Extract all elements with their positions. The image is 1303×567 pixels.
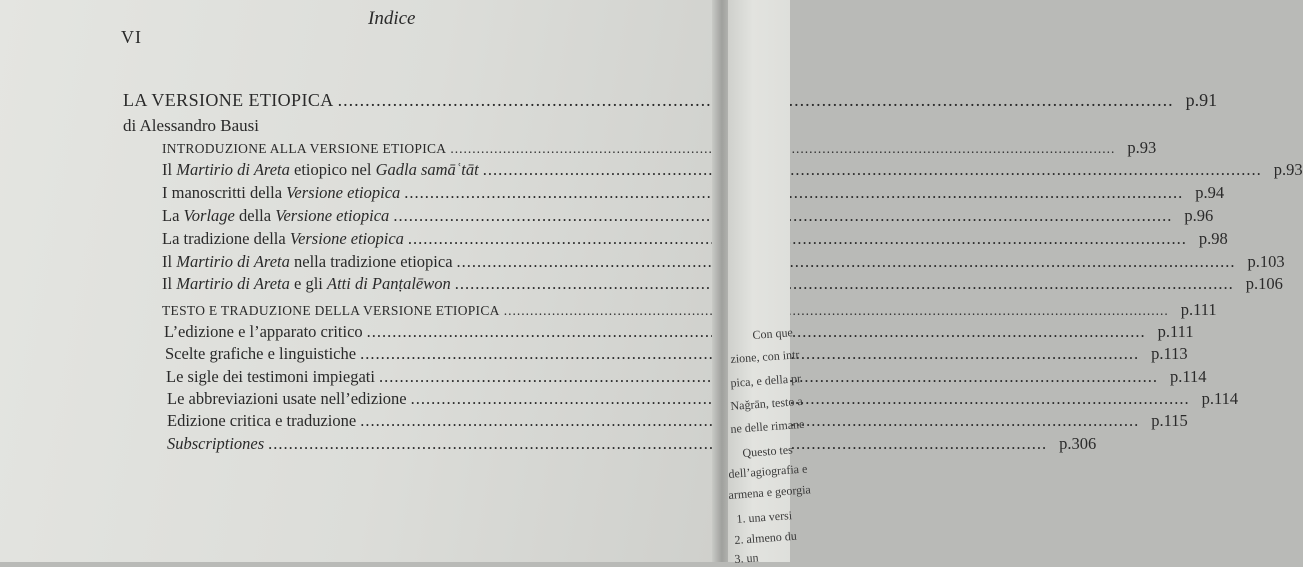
leader-dots (504, 303, 1169, 319)
leader-dots (404, 183, 1183, 203)
toc-entry (162, 300, 1217, 320)
leader-dots (455, 274, 1234, 294)
toc-entry-title-italic: Atti di Panṭalēwon (327, 274, 451, 293)
toc-entry-title-text: Edizione critica e traduzione (167, 411, 357, 430)
toc-entry-title (165, 344, 356, 364)
page-label: p. (1151, 344, 1164, 363)
toc-entry-title (167, 411, 356, 431)
running-header-title: Indice (368, 8, 416, 29)
toc-entry-title-text: e gli (289, 274, 328, 293)
toc-entry-title-italic: Martirio di Areta (176, 252, 290, 271)
page-ref: 111 (1193, 300, 1217, 319)
leader-dots (457, 252, 1236, 272)
facing-page-line: 2. almeno du (734, 528, 798, 547)
toc-main-entry-title: LA VERSIONE ETIOPICA (123, 90, 334, 110)
toc-entry-title-text: I manoscritti della (162, 183, 287, 202)
facing-page-line: 1. una versi (736, 508, 793, 526)
toc-entry (162, 274, 1283, 294)
toc-entry (162, 229, 1228, 249)
toc-entry (162, 252, 1285, 272)
page-ref: 93 (1286, 160, 1303, 179)
toc-entry-title-text: Le abbreviazioni usate nell’edizione (167, 389, 407, 408)
toc-entry-title-text: Scelte grafiche e linguistiche (165, 344, 357, 363)
page-label: p. (1151, 411, 1164, 430)
toc-entry-title-italic: Versione etiopica (289, 229, 404, 248)
toc-entry-title-text: nella tradizione etiopica (289, 252, 453, 271)
page-ref: 111 (1170, 322, 1194, 341)
toc-entry-title (162, 229, 404, 249)
page-number: VI (121, 27, 142, 47)
facing-page-line: armena e georgia (728, 482, 812, 502)
toc-entry-title-italic: Vorlage (183, 206, 235, 225)
leader-dots (483, 160, 1262, 180)
facing-page-line: pica, e della pr (730, 371, 802, 390)
toc-entry-title (166, 367, 375, 387)
toc-main-entry (123, 90, 1218, 111)
page-ref: 106 (1258, 274, 1283, 293)
toc-entry-title-italic: Martirio di Areta (176, 274, 290, 293)
page-ref: 113 (1163, 344, 1188, 363)
toc-entry (162, 160, 1303, 180)
toc-entry-title (162, 206, 389, 226)
toc-author: di Alessandro Bausi (123, 116, 259, 135)
page-label: p. (1247, 252, 1260, 271)
toc-entry-title (164, 322, 363, 342)
page-label: p. (1245, 274, 1259, 293)
facing-page-line: 3. un (734, 550, 759, 566)
toc-entry-title-text: La tradizione della (162, 229, 290, 248)
page-label: p. (1169, 367, 1183, 386)
toc-entry-title-italic: Martirio di Areta (176, 160, 290, 179)
facing-page (728, 0, 812, 566)
toc-entry-title (162, 303, 500, 319)
toc-entry-title-text: TESTO E TRADUZIONE DELLA VERSIONE ETIOPICA (162, 303, 500, 318)
page-label: p. (1198, 229, 1212, 248)
page-label: p. (1201, 389, 1214, 408)
toc-entry-title-text: etiopico nel (289, 160, 376, 179)
facing-page-line: Con que (752, 325, 794, 342)
toc-entry-title (162, 252, 453, 272)
page-label: p. (1127, 138, 1140, 157)
toc-entry-title-text: Il (162, 274, 177, 293)
page-label: p. (1195, 183, 1208, 202)
page-ref: 114 (1182, 367, 1207, 386)
toc-entry-title (162, 274, 451, 294)
toc-entry-title-text: L’edizione e l’apparato critico (164, 322, 363, 341)
toc-entry-title-text: INTRODUZIONE ALLA VERSIONE ETIOPICA (162, 141, 447, 156)
toc-entry-title-italic: Gadla samāʿtāt (375, 160, 479, 179)
toc-entry-title (162, 183, 400, 203)
facing-page-line: ne delle rimane (730, 416, 805, 436)
toc-entry-title-text: Il (162, 252, 177, 271)
toc-entry-title-italic: Versione etiopica (286, 183, 401, 202)
page-label: p. (1180, 300, 1194, 319)
page-label: p. (1157, 322, 1171, 341)
toc-entry-title (162, 160, 479, 180)
toc-entry-title (167, 434, 264, 454)
toc-entry-title-text: La (162, 206, 184, 225)
page-label: p. (1184, 206, 1197, 225)
toc-entry-title (167, 389, 407, 409)
page-label: p. (1059, 434, 1072, 453)
facing-page-line: Naǧrān, testo a (730, 393, 804, 413)
page-ref: 114 (1213, 389, 1239, 408)
facing-page-line: dell’agiografia e (728, 461, 808, 481)
leader-dots (408, 229, 1187, 249)
facing-page-line: zione, con intr (730, 347, 800, 366)
page-ref: 306 (1071, 434, 1097, 453)
toc-entry (162, 183, 1225, 203)
page-ref: 103 (1259, 252, 1285, 271)
toc-entry-title-text: della (234, 206, 276, 225)
page-ref: 96 (1196, 206, 1214, 225)
toc-entry (162, 138, 1157, 158)
page-label: p. (1185, 90, 1200, 110)
toc-entry-title (162, 141, 446, 157)
leader-dots (268, 434, 1047, 454)
page-label: p. (1273, 160, 1287, 179)
page-ref: 93 (1139, 138, 1157, 157)
page-ref: 115 (1163, 411, 1188, 430)
toc-entry-title-italic: Subscriptiones (167, 434, 265, 453)
toc-entry-title-italic: Versione etiopica (275, 206, 390, 225)
toc-entry (162, 206, 1214, 226)
toc-entry-title-text: Le sigle dei testimoni impiegati (166, 367, 375, 386)
page-ref: 98 (1211, 229, 1228, 248)
facing-page-line: Questo tes (742, 442, 794, 460)
toc-entry-title-text: Il (162, 160, 177, 179)
page-ref: 94 (1207, 183, 1225, 202)
page-ref: 91 (1199, 90, 1218, 110)
